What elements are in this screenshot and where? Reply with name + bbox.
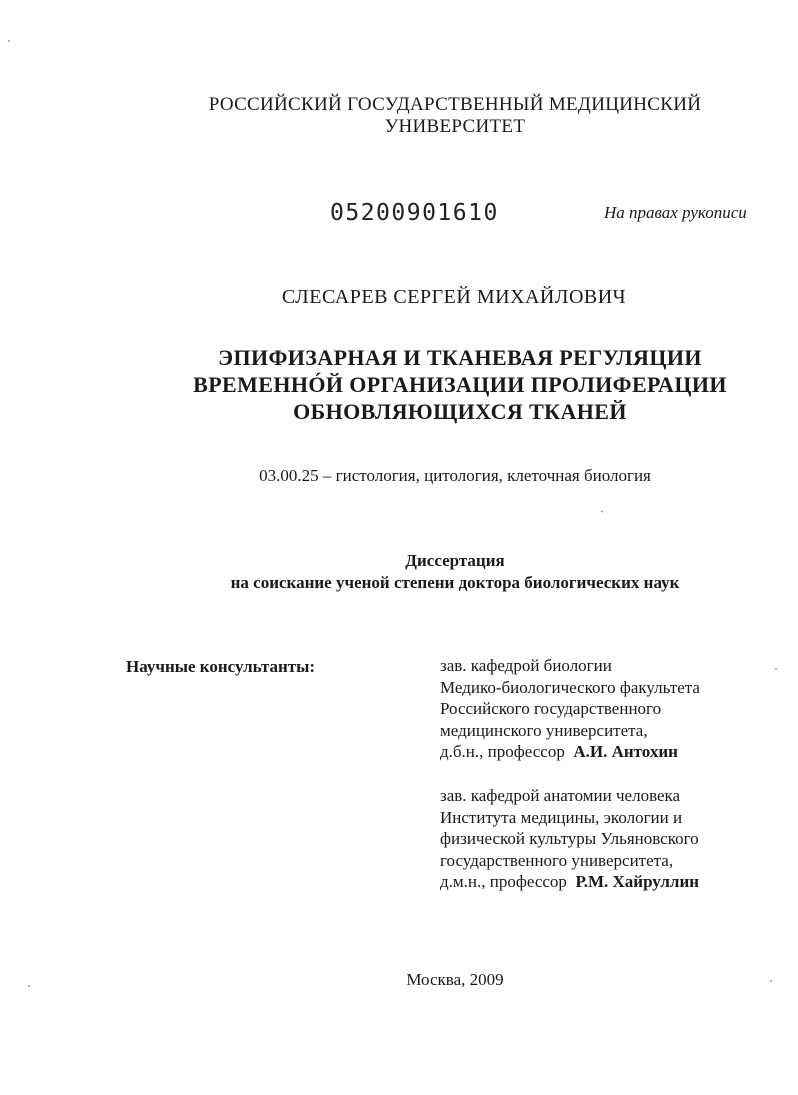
consultant-second-line-3: физической культуры Ульяновского (440, 829, 699, 848)
consultant-second-credentials (440, 871, 699, 893)
title-line-1: ЭПИФИЗАРНАЯ И ТКАНЕВАЯ РЕГУЛЯЦИИ (218, 345, 702, 370)
consultant-first-line-4: медицинского университета, (440, 720, 648, 740)
dissertation-type (55, 550, 798, 594)
dissertation-subheading: на соискание ученой степени доктора биологических наук (230, 573, 680, 592)
consultant-first-name: А.И. Антохин (573, 742, 678, 761)
consultant-first (440, 655, 700, 763)
specialty-code: 03.00.25 – гистология, цитология, клеточная биология (259, 466, 651, 485)
scan-speck (28, 985, 30, 987)
consultant-first-credentials (440, 741, 700, 763)
consultant-second-line-1: зав. кафедрой анатомии человека (440, 786, 681, 805)
consultant-second-name: Р.М. Хайруллин (575, 872, 700, 891)
consultant-first-line-1: зав. кафедрой биологии (440, 656, 612, 675)
university-line-2: УНИВЕРСИТЕТ (384, 116, 526, 137)
university-name (55, 94, 798, 138)
catalog-number: 05200901610 (330, 200, 499, 226)
scan-speck (8, 40, 10, 42)
scan-speck (775, 668, 777, 670)
consultant-second-line-2: Института медицины, экологии и (440, 807, 683, 827)
consultant-first-line-3: Российского государственного (440, 699, 662, 718)
consultant-second-degree: д.м.н., профессор (440, 872, 567, 891)
consultants-label: Научные консультанты: (126, 657, 316, 676)
consultant-second-line-4: государственного университета, (440, 850, 674, 870)
title-line-3: ОБНОВЛЯЮЩИХСЯ ТКАНЕЙ (293, 399, 627, 424)
scan-speck (770, 980, 772, 982)
consultant-second (440, 785, 699, 893)
dissertation-title (60, 344, 798, 425)
dissertation-heading: Диссертация (405, 551, 505, 570)
title-line-2: ВРЕМЕННÓЙ ОРГАНИЗАЦИИ ПРОЛИФЕРАЦИИ (193, 372, 727, 397)
stray-mark: ` (600, 508, 604, 522)
university-line-1: РОССИЙСКИЙ ГОСУДАРСТВЕННЫЙ МЕДИЦИНСКИЙ (208, 94, 702, 115)
author-name: СЛЕСАРЕВ СЕРГЕЙ МИХАЙЛОВИЧ (281, 286, 627, 308)
manuscript-note: На правах рукописи (604, 203, 747, 222)
place-year: Москва, 2009 (406, 970, 504, 989)
consultant-first-line-2: Медико-биологического факультета (440, 677, 700, 697)
consultant-first-degree: д.б.н., профессор (440, 742, 565, 761)
